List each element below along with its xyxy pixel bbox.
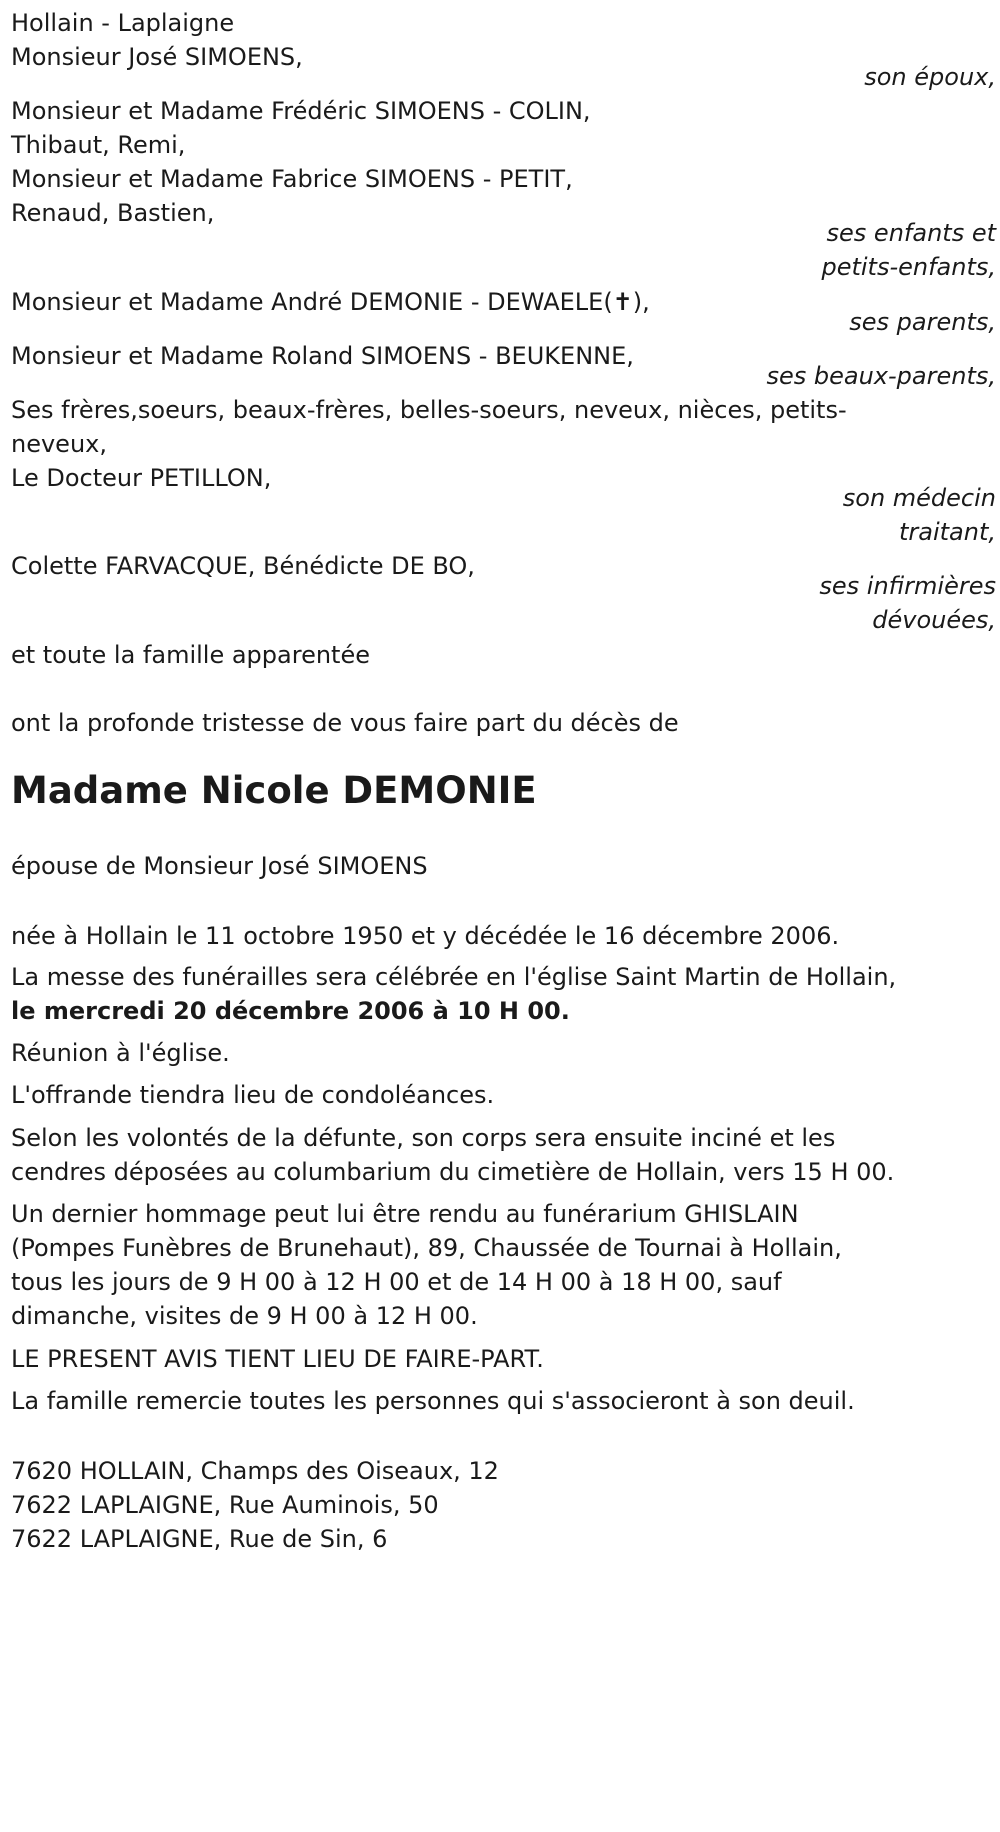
notice-line: LE PRESENT AVIS TIENT LIEU DE FAIRE-PART. [11,1345,544,1373]
announcement-intro: ont la profonde tristesse de vous faire part du décès de [11,709,679,737]
address-2: 7622 LAPLAIGNE, Rue Auminois, 50 [11,1491,439,1519]
address-1: 7620 HOLLAIN, Champs des Oiseaux, 12 [11,1457,499,1485]
child2-couple: Monsieur et Madame Fabrice SIMOENS - PETIT, [11,165,573,193]
deceased-name: Madame Nicole DEMONIE [11,769,537,812]
siblings-line1: Ses frères,soeurs, beaux-frères, belles-soeurs, neveux, nièces, petits- [11,396,847,424]
tribute-line1: Un dernier hommage peut lui être rendu au funérarium GHISLAIN [11,1200,799,1228]
whole-family: et toute la famille apparentée [11,641,370,669]
thanks-line: La famille remercie toutes les personnes qui s'associeront à son deuil. [11,1387,855,1415]
address-3: 7622 LAPLAIGNE, Rue de Sin, 6 [11,1525,388,1553]
birth-death: née à Hollain le 11 octobre 1950 et y décédée le 16 décembre 2006. [11,922,840,950]
doctor-name: Le Docteur PETILLON, [11,464,272,492]
child1-couple: Monsieur et Madame Frédéric SIMOENS - COLIN, [11,97,591,125]
nurses-names: Colette FARVACQUE, Bénédicte DE BO, [11,552,475,580]
doctor-role-line1: son médecin [842,484,996,512]
tribute-line4: dimanche, visites de 9 H 00 à 12 H 00. [11,1302,478,1330]
child2-kids: Renaud, Bastien, [11,199,215,227]
doctor-role-line2: traitant, [898,518,996,546]
husband-role: son époux, [864,63,996,91]
tribute-line3: tous les jours de 9 H 00 à 12 H 00 et de 14 H 00 à 18 H 00, sauf [11,1268,782,1296]
meeting-line: Réunion à l'église. [11,1039,230,1067]
header-place: Hollain - Laplaigne [11,9,235,37]
inlaws-role: ses beaux-parents, [766,362,996,390]
spouse-line: épouse de Monsieur José SIMOENS [11,852,428,880]
nurses-role-line2: dévouées, [872,606,996,634]
mass-line: La messe des funérailles sera célébrée en l'église Saint Martin de Hollain, [11,963,897,991]
nurses-role-line1: ses infirmières [819,572,996,600]
mass-date: le mercredi 20 décembre 2006 à 10 H 00. [11,997,570,1025]
siblings-line2: neveux, [11,430,107,458]
cremation-line2: cendres déposées au columbarium du cimetière de Hollain, vers 15 H 00. [11,1158,895,1186]
inlaws-name: Monsieur et Madame Roland SIMOENS - BEUKENNE, [11,342,634,370]
parents-name: Monsieur et Madame André DEMONIE - DEWAELE(✝), [11,288,650,316]
children-role-line2: petits-enfants, [821,253,996,281]
child1-kids: Thibaut, Remi, [11,131,186,159]
children-role-line1: ses enfants et [826,219,996,247]
cremation-line1: Selon les volontés de la défunte, son corps sera ensuite inciné et les [11,1124,836,1152]
tribute-line2: (Pompes Funèbres de Brunehaut), 89, Chaussée de Tournai à Hollain, [11,1234,842,1262]
parents-role: ses parents, [849,308,996,336]
husband-name: Monsieur José SIMOENS, [11,43,303,71]
offering-line: L'offrande tiendra lieu de condoléances. [11,1081,495,1109]
